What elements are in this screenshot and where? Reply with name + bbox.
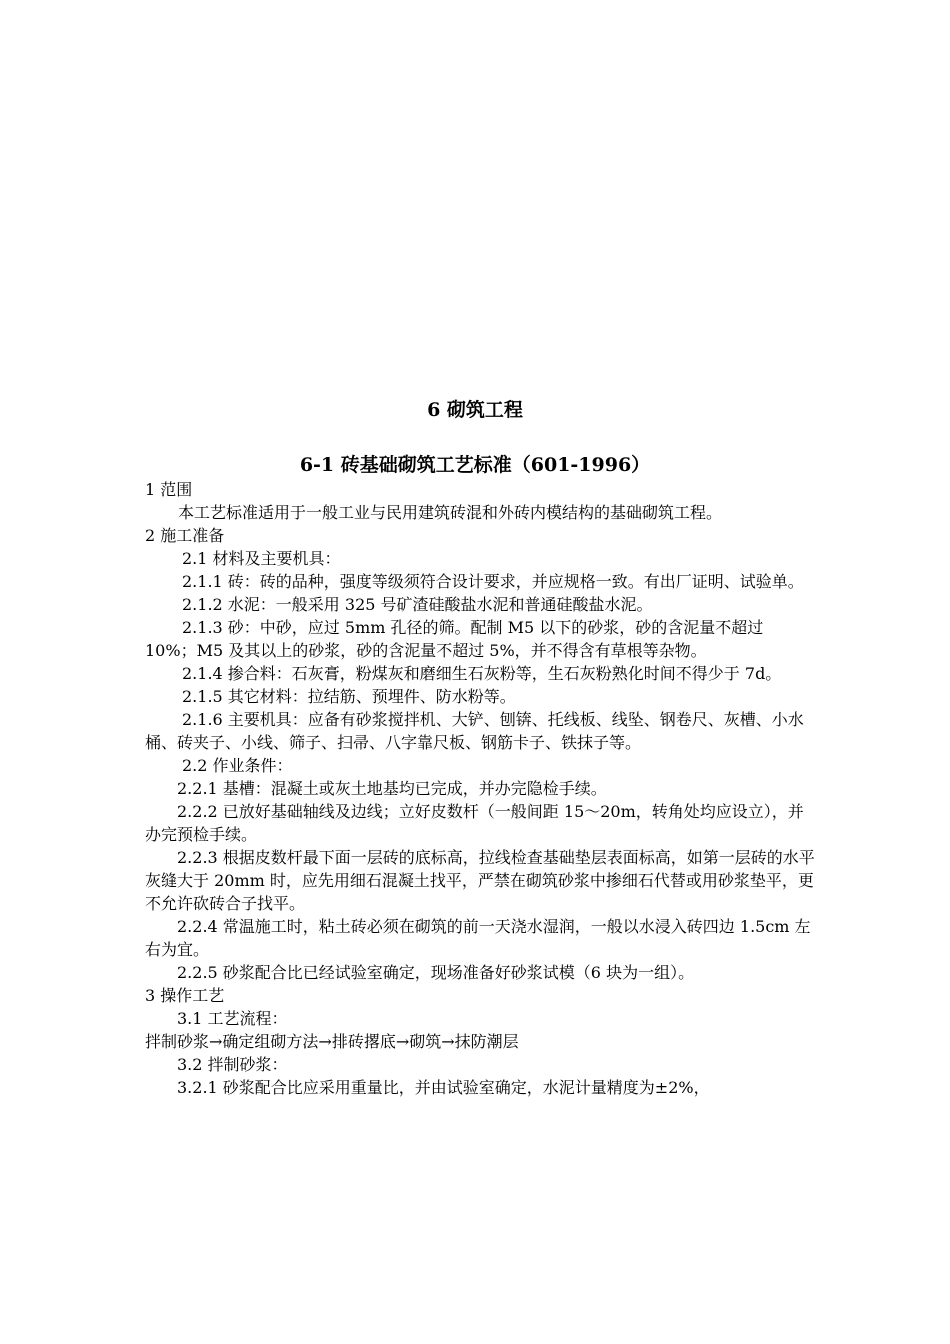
paragraph: 2.1.6 主要机具：应备有砂浆搅拌机、大铲、刨锛、托线板、线坠、钢卷尺、灰槽、小水桶、砖夹子、小线、筛子、扫帚、八字靠尺板、钢筋卡子、铁抹子等。 <box>145 710 804 752</box>
paragraph: 3.1 工艺流程： <box>177 1009 288 1028</box>
paragraph: 2 施工准备 <box>145 526 225 545</box>
paragraph: 2.1 材料及主要机具： <box>182 549 341 568</box>
paragraph: 2.2 作业条件： <box>182 756 293 775</box>
paragraph: 本工艺标准适用于一般工业与民用建筑砖混和外砖内模结构的基础砌筑工程。 <box>178 503 723 522</box>
paragraph: 2.2.5 砂浆配合比已经试验室确定，现场准备好砂浆试模（6 块为一组）。 <box>177 963 695 982</box>
paragraph: 2.1.4 掺合料：石灰膏，粉煤灰和磨细生石灰粉等，生石灰粉熟化时间不得少于 7d。 <box>182 664 782 683</box>
paragraph: 2.2.3 根据皮数杆最下面一层砖的底标高，拉线检查基础垫层表面标高，如第一层砖的水平灰缝大于 20mm 时，应先用细石混凝土找平，严禁在砌筑砂浆中掺细石代替或用砂浆垫平，更不允许砍砖合子找平。 <box>145 848 815 913</box>
paragraph: 2.2.1 基槽：混凝土或灰土地基均已完成，并办完隐检手续。 <box>177 779 607 798</box>
chapter-title: 6 砌筑工程 <box>427 399 523 421</box>
paragraph: 3 操作工艺 <box>145 986 225 1005</box>
document-body <box>145 478 817 1099</box>
paragraph: 2.1.1 砖：砖的品种，强度等级须符合设计要求，并应规格一致。有出厂证明、试验单。 <box>182 572 804 591</box>
paragraph: 2.2.2 已放好基础轴线及边线；立好皮数杆（一般间距 15～20m，转角处均应设立），并办完预检手续。 <box>145 802 804 844</box>
paragraph: 2.1.3 砂：中砂，应过 5mm 孔径的筛。配制 M5 以下的砂浆，砂的含泥量不超过 10%；M5 及其以上的砂浆，砂的含泥量不超过 5%，并不得含有草根等杂物。 <box>145 618 764 660</box>
paragraph: 2.1.2 水泥：一般采用 325 号矿渣硅酸盐水泥和普通硅酸盐水泥。 <box>182 595 653 614</box>
paragraph: 3.2.1 砂浆配合比应采用重量比，并由试验室确定，水泥计量精度为±2%， <box>177 1078 710 1097</box>
paragraph: 2.1.5 其它材料：拉结筋、预埋件、防水粉等。 <box>182 687 516 706</box>
paragraph: 1 范围 <box>145 480 193 499</box>
paragraph: 2.2.4 常温施工时，粘土砖必须在砌筑的前一天浇水湿润，一般以水浸入砖四边 1.5cm 左右为宜。 <box>145 917 811 959</box>
paragraph: 3.2 拌制砂浆： <box>177 1055 288 1074</box>
paragraph: 拌制砂浆→确定组砌方法→排砖撂底→砌筑→抹防潮层 <box>145 1032 519 1051</box>
section-title: 6-1 砖基础砌筑工艺标准（601-1996） <box>299 454 651 476</box>
